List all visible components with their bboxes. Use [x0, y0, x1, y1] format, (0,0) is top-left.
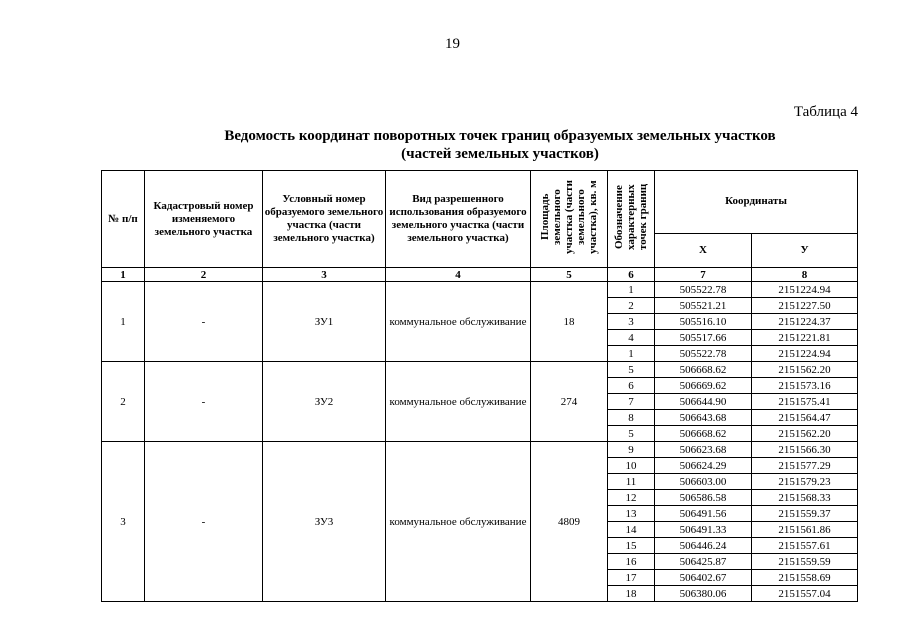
coord-y: 2151562.20 — [752, 362, 858, 378]
point-label: 8 — [608, 410, 655, 426]
coord-y: 2151577.29 — [752, 458, 858, 474]
point-label: 1 — [608, 346, 655, 362]
header-x: Х — [655, 233, 752, 267]
coord-y: 2151558.69 — [752, 570, 858, 586]
coord-y: 2151564.47 — [752, 410, 858, 426]
coord-x: 506644.90 — [655, 394, 752, 410]
plot-number: 2 — [102, 362, 145, 442]
header-area — [531, 171, 608, 268]
coord-y: 2151224.94 — [752, 346, 858, 362]
coord-x: 506586.58 — [655, 490, 752, 506]
permitted-use: коммунальное обслуживание — [386, 442, 531, 602]
coord-x: 505522.78 — [655, 282, 752, 298]
table-row — [102, 442, 858, 458]
point-label: 13 — [608, 506, 655, 522]
coord-x: 506491.33 — [655, 522, 752, 538]
coord-x: 506491.56 — [655, 506, 752, 522]
column-number: 1 — [102, 268, 145, 282]
coord-x: 506380.06 — [655, 586, 752, 602]
point-label: 7 — [608, 394, 655, 410]
point-label: 16 — [608, 554, 655, 570]
plot-area: 274 — [531, 362, 608, 442]
coord-x: 506623.68 — [655, 442, 752, 458]
plot-area: 18 — [531, 282, 608, 362]
point-label: 9 — [608, 442, 655, 458]
coord-y: 2151557.61 — [752, 538, 858, 554]
permitted-use: коммунальное обслуживание — [386, 282, 531, 362]
coord-y: 2151559.37 — [752, 506, 858, 522]
coord-x: 506668.62 — [655, 362, 752, 378]
column-number: 8 — [752, 268, 858, 282]
coord-x: 505516.10 — [655, 314, 752, 330]
page-number: 19 — [445, 36, 460, 52]
header-y: У — [752, 233, 858, 267]
plot-area: 4809 — [531, 442, 608, 602]
coord-x: 505517.66 — [655, 330, 752, 346]
coord-x: 506669.62 — [655, 378, 752, 394]
coord-y: 2151561.86 — [752, 522, 858, 538]
column-number: 6 — [608, 268, 655, 282]
table-row — [102, 282, 858, 298]
column-number: 5 — [531, 268, 608, 282]
cadastral-number: - — [145, 362, 263, 442]
coord-x: 506446.24 — [655, 538, 752, 554]
coord-y: 2151568.33 — [752, 490, 858, 506]
point-label: 11 — [608, 474, 655, 490]
column-number: 3 — [263, 268, 386, 282]
permitted-use: коммунальное обслуживание — [386, 362, 531, 442]
coord-x: 506603.00 — [655, 474, 752, 490]
header-num: № п/п — [102, 171, 145, 268]
point-label: 10 — [608, 458, 655, 474]
coord-x: 506402.67 — [655, 570, 752, 586]
point-label: 2 — [608, 298, 655, 314]
point-label: 18 — [608, 586, 655, 602]
coord-y: 2151557.04 — [752, 586, 858, 602]
column-number: 7 — [655, 268, 752, 282]
header-points-text: Обозначение характерных точек границ — [613, 183, 649, 251]
point-label: 4 — [608, 330, 655, 346]
table-caption: Таблица 4 — [793, 104, 858, 120]
coord-y: 2151221.81 — [752, 330, 858, 346]
coord-y: 2151562.20 — [752, 426, 858, 442]
coord-y: 2151575.41 — [752, 394, 858, 410]
point-label: 5 — [608, 362, 655, 378]
conditional-number: ЗУ1 — [263, 282, 386, 362]
plot-number: 3 — [102, 442, 145, 602]
conditional-number: ЗУ3 — [263, 442, 386, 602]
header-permitted-use: Вид разрешенного использования образуемого земельного участка (части земельного участка) — [386, 171, 531, 268]
point-label: 5 — [608, 426, 655, 442]
point-label: 14 — [608, 522, 655, 538]
header-coordinates: Координаты — [655, 171, 858, 234]
plot-number: 1 — [102, 282, 145, 362]
coord-y: 2151566.30 — [752, 442, 858, 458]
conditional-number: ЗУ2 — [263, 362, 386, 442]
column-number: 2 — [145, 268, 263, 282]
column-number-row — [102, 268, 858, 282]
table-row — [102, 362, 858, 378]
header-points — [608, 171, 655, 268]
point-label: 12 — [608, 490, 655, 506]
column-number: 4 — [386, 268, 531, 282]
coordinates-table — [101, 170, 858, 602]
title-line-1: Ведомость координат поворотных точек границ образуемых земельных участков — [224, 128, 776, 144]
point-label: 6 — [608, 378, 655, 394]
document-title — [0, 127, 905, 163]
header-area-text: Площадь земельного участка (части земельного участка), кв. м — [539, 180, 599, 254]
header-cadastral: Кадастровый номер изменяемого земельного участка — [145, 171, 263, 268]
cadastral-number: - — [145, 282, 263, 362]
coord-y: 2151573.16 — [752, 378, 858, 394]
coord-y: 2151227.50 — [752, 298, 858, 314]
coord-y: 2151224.37 — [752, 314, 858, 330]
coord-x: 506425.87 — [655, 554, 752, 570]
header-conditional-number: Условный номер образуемого земельного участка (части земельного участка) — [263, 171, 386, 268]
title-line-2: (частей земельных участков) — [401, 146, 599, 162]
coord-y: 2151579.23 — [752, 474, 858, 490]
coord-x: 505521.21 — [655, 298, 752, 314]
coord-x: 506624.29 — [655, 458, 752, 474]
cadastral-number: - — [145, 442, 263, 602]
point-label: 15 — [608, 538, 655, 554]
coord-y: 2151224.94 — [752, 282, 858, 298]
point-label: 3 — [608, 314, 655, 330]
point-label: 1 — [608, 282, 655, 298]
coord-x: 506643.68 — [655, 410, 752, 426]
coord-x: 505522.78 — [655, 346, 752, 362]
point-label: 17 — [608, 570, 655, 586]
coord-x: 506668.62 — [655, 426, 752, 442]
coord-y: 2151559.59 — [752, 554, 858, 570]
